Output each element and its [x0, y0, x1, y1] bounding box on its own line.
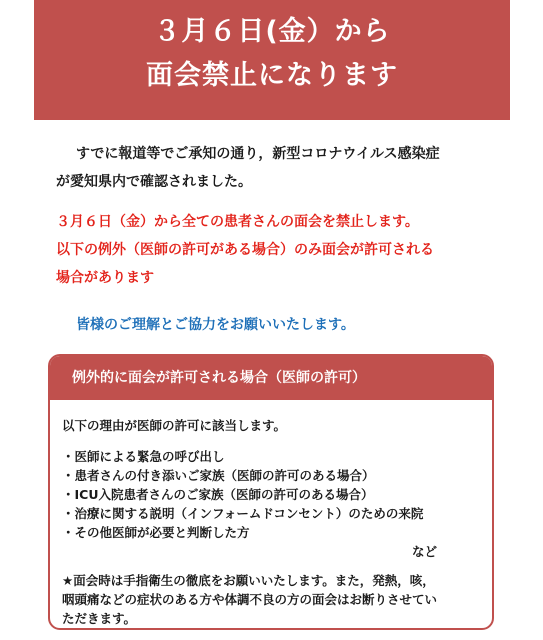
list-item: ・患者さんの付き添いご家族（医師の許可のある場合）: [62, 468, 375, 483]
exception-box: [48, 354, 494, 630]
list-item: ・医師による緊急の呼び出し: [62, 449, 225, 464]
list-item: ・ICU入院患者さんのご家族（医師の許可のある場合）: [62, 487, 374, 502]
exception-list: [62, 447, 437, 561]
header-banner: [34, 0, 510, 120]
visit-ban-notice: [56, 208, 434, 292]
intro-line: すでに報道等でご承知の通り，新型コロナウイルス感染症: [76, 146, 440, 162]
exception-lead: 以下の理由が医師の許可に該当します。: [62, 418, 287, 433]
thanks-message: 皆様のご理解とご協力をお願いいたします。: [76, 317, 355, 333]
intro-paragraph: [56, 140, 440, 196]
note-line: ★面会時は手指衛生の徹底をお願いいたします。また，発熱，咳，: [62, 573, 435, 588]
note-line: ただきます。: [62, 611, 137, 626]
hygiene-note: [62, 571, 437, 628]
notice-line: 以下の例外（医師の許可がある場合）のみ面会が許可される: [56, 242, 434, 258]
notice-line: 場合があります: [56, 270, 154, 286]
header-title-date: ３月６日(金）から: [153, 16, 391, 47]
intro-line: が愛知県内で確認されました。: [56, 174, 252, 190]
exception-box-body: [62, 416, 437, 628]
list-item: ・治療に関する説明（インフォームドコンセント）のための来院: [62, 506, 424, 521]
exception-box-title: 例外的に面会が許可される場合（医師の許可）: [50, 356, 492, 400]
header-title-ban: 面会禁止になります: [146, 60, 398, 91]
list-item: ・その他医師が必要と判断した方: [62, 525, 250, 540]
notice-line: ３月６日（金）から全ての患者さんの面会を禁止します。: [56, 214, 419, 230]
list-etc: など: [412, 544, 438, 559]
note-line: 咽頭痛などの症状のある方や体調不良の方の面会はお断りさせてい: [62, 592, 438, 607]
